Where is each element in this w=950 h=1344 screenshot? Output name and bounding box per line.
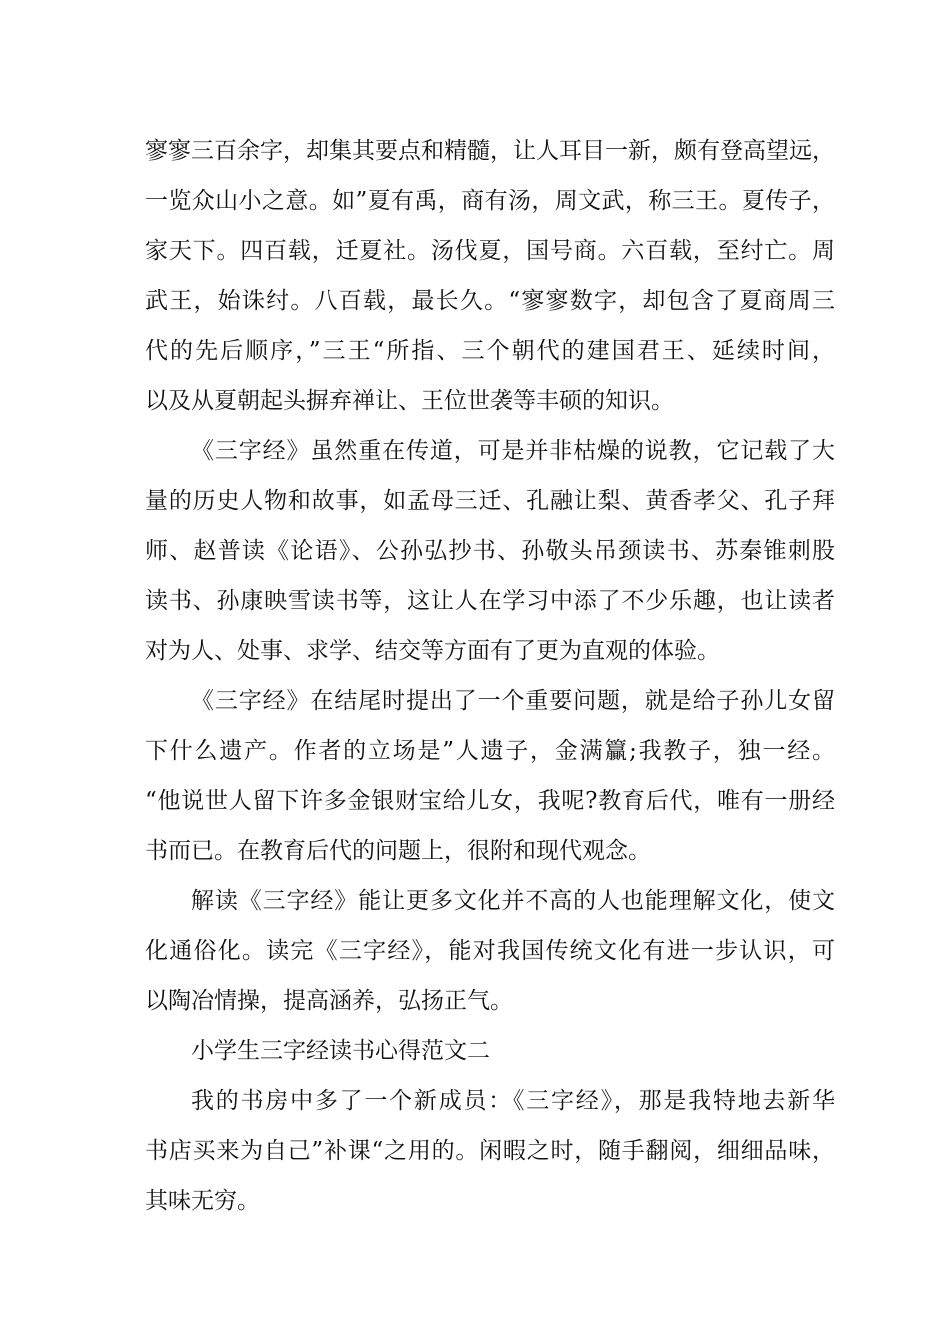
text-line: 书店买来为自己”补课“之用的。闲暇之时，随手翻阅，细细品味， (145, 1138, 835, 1164)
text-line: 其味无穷。 (145, 1188, 260, 1214)
text-line: 《三字经》虽然重在传道，可是并非枯燥的说教，它记载了大 (191, 438, 835, 464)
text-line: 寥寥三百余字，却集其要点和精髓，让人耳目一新，颇有登高望远， (145, 138, 835, 164)
text-line: 代的先后顺序，”三王“所指、三个朝代的建国君王、延续时间， (145, 338, 835, 364)
text-line: 解读《三字经》能让更多文化并不高的人也能理解文化，使文 (191, 888, 835, 914)
text-line: 以及从夏朝起头摒弃禅让、王位世袭等丰硕的知识。 (145, 388, 674, 414)
text-line: 以陶冶情操，提高涵养，弘扬正气。 (145, 988, 513, 1014)
text-line: 师、赵普读《论语》、公孙弘抄书、孙敬头吊颈读书、苏秦锥刺股 (145, 538, 835, 564)
section-title: 小学生三字经读书心得范文二 (191, 1038, 490, 1064)
paragraph-3 (145, 676, 835, 876)
text-line: 化通俗化。读完《三字经》，能对我国传统文化有进一步认识，可 (145, 938, 835, 964)
paragraph-1 (145, 126, 835, 426)
paragraph-2 (145, 426, 835, 676)
text-line: 量的历史人物和故事，如孟母三迁、孔融让梨、黄香孝父、孔子拜 (145, 488, 835, 514)
text-line: 家天下。四百载，迁夏社。汤伐夏，国号商。六百载，至纣亡。周 (145, 238, 835, 264)
text-line: 对为人、处事、求学、结交等方面有了更为直观的体验。 (145, 638, 720, 664)
text-line: 下什么遗产。作者的立场是”人遗子，金满籯;我教子，独一经。 (145, 738, 835, 764)
text-line: “他说世人留下许多金银财宝给儿女，我呢?教育后代，唯有一册经 (145, 788, 835, 814)
text-line: 书而已。在教育后代的问题上，很附和现代观念。 (145, 838, 651, 864)
text-line: 一览众山小之意。如”夏有禹，商有汤，周文武，称三王。夏传子， (145, 188, 835, 214)
text-line: 我的书房中多了一个新成员：《三字经》，那是我特地去新华 (191, 1088, 835, 1114)
paragraph-4 (145, 876, 835, 1026)
text-line: 《三字经》在结尾时提出了一个重要问题，就是给子孙儿女留 (191, 688, 835, 714)
document-body (145, 126, 835, 1226)
text-line: 武王，始诛纣。八百载，最长久。“寥寥数字，却包含了夏商周三 (145, 288, 835, 314)
paragraph-5 (145, 1076, 835, 1226)
text-line: 读书、孙康映雪读书等，这让人在学习中添了不少乐趣，也让读者 (145, 588, 835, 614)
section-heading (145, 1026, 835, 1076)
